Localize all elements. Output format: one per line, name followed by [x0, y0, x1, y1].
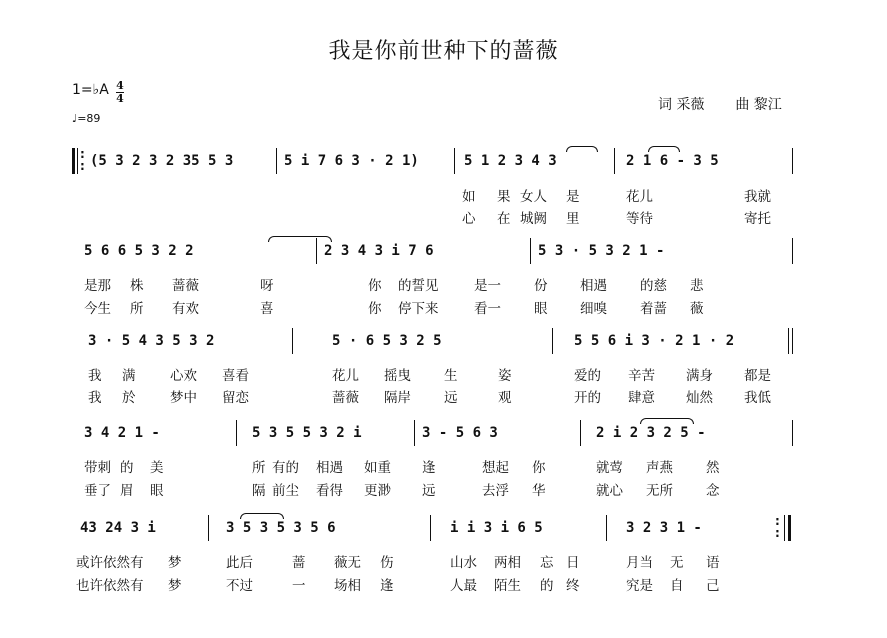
- lyric-syllable: 悲: [690, 278, 704, 294]
- lyric-syllable: 寄托: [744, 211, 771, 227]
- lyric-syllable: 一: [292, 578, 306, 594]
- lyric-syllable: 是: [566, 189, 580, 205]
- repeat-end-dots: : :: [775, 514, 780, 540]
- slur: [268, 236, 332, 242]
- lyric-syllable: 陌生: [494, 578, 521, 594]
- measure-notes: 3 4 2 1 -: [84, 425, 160, 441]
- lyric-syllable: 梦: [168, 555, 182, 571]
- barline: [208, 515, 209, 541]
- measure-notes: 2 1 6 - 3 5: [626, 153, 719, 169]
- barline: [606, 515, 607, 541]
- barline: [792, 148, 793, 174]
- lyric-syllable: 带刺: [84, 460, 111, 476]
- measure-notes: 3 2 3 1 -: [626, 520, 702, 536]
- lyric-syllable: 隔岸: [384, 390, 411, 406]
- key-signature: 1=♭A: [72, 82, 109, 98]
- lyric-syllable: 今生: [84, 301, 111, 317]
- lyric-syllable: 灿然: [686, 390, 713, 406]
- measure-notes: 2 i 2 3 2 5 -: [596, 425, 706, 441]
- lyric-syllable: 究是: [626, 578, 653, 594]
- lyric-syllable: 无: [670, 555, 684, 571]
- lyric-syllable: 如重: [364, 460, 391, 476]
- lyric-syllable: 逢: [422, 460, 436, 476]
- lyric-syllable: 你: [532, 460, 546, 476]
- lyric-syllable: 己: [706, 578, 720, 594]
- slur: [240, 513, 284, 519]
- lyric-syllable: 女人: [520, 189, 547, 205]
- measure-notes: 3 - 5 6 3: [422, 425, 498, 441]
- lyric-syllable: 满: [122, 368, 136, 384]
- measure-notes: 5 1 2 3 4 3: [464, 153, 557, 169]
- lyric-syllable: 我: [88, 390, 102, 406]
- lyric-syllable: 看一: [474, 301, 501, 317]
- repeat-start-thin: [77, 148, 78, 174]
- lyric-syllable: 美: [150, 460, 164, 476]
- lyric-syllable: 此后: [226, 555, 253, 571]
- lyric-syllable: 都是: [744, 368, 771, 384]
- lyric-syllable: 远: [444, 390, 458, 406]
- measure-notes: 5 i 7 6 3 · 2 1): [284, 153, 419, 169]
- lyric-syllable: 不过: [226, 578, 253, 594]
- lyric-syllable: 於: [122, 390, 136, 406]
- lyric-syllable: 远: [422, 483, 436, 499]
- lyric-syllable: 终: [566, 578, 580, 594]
- barline: [792, 238, 793, 264]
- lyric-syllable: 留恋: [222, 390, 249, 406]
- slur: [648, 146, 680, 152]
- barline: [236, 420, 237, 446]
- tempo-marking: ♩=89: [72, 112, 101, 125]
- slur: [566, 146, 598, 152]
- lyric-syllable: 是一: [474, 278, 501, 294]
- time-signature-top: 4: [116, 79, 124, 92]
- lyric-syllable: 心欢: [170, 368, 197, 384]
- lyric-syllable: 喜看: [222, 368, 249, 384]
- barline: [430, 515, 431, 541]
- lyric-syllable: 细嗅: [580, 301, 607, 317]
- lyric-syllable: 摇曳: [384, 368, 411, 384]
- lyric-syllable: 前尘: [272, 483, 299, 499]
- measure-notes: 3 5 3 5 3 5 6: [226, 520, 336, 536]
- measure-notes: 3 · 5 4 3 5 3 2: [88, 333, 215, 349]
- repeat-dots: : :: [80, 147, 85, 173]
- lyric-syllable: 的誓见: [398, 278, 439, 294]
- repeat-end-thin: [784, 515, 785, 541]
- lyric-syllable: 我: [88, 368, 102, 384]
- barline: [414, 420, 415, 446]
- measure-notes: 43 24 3 i: [80, 520, 156, 536]
- lyric-syllable: 月当: [626, 555, 653, 571]
- lyric-syllable: 蔷: [292, 555, 306, 571]
- lyric-syllable: 隔: [252, 483, 266, 499]
- lyric-syllable: 是那: [84, 278, 111, 294]
- lyric-syllable: 薇: [690, 301, 704, 317]
- lyric-syllable: 株: [130, 278, 144, 294]
- lyric-syllable: 辛苦: [628, 368, 655, 384]
- lyric-syllable: 就心: [596, 483, 623, 499]
- song-title: 我是你前世种下的蔷薇: [328, 39, 559, 64]
- barline: [454, 148, 455, 174]
- lyric-syllable: 肆意: [628, 390, 655, 406]
- lyric-syllable: 逢: [380, 578, 394, 594]
- lyric-syllable: 着蔷: [640, 301, 667, 317]
- lyric-syllable: 的: [120, 460, 134, 476]
- measure-notes: 5 · 6 5 3 2 5: [332, 333, 442, 349]
- credits: [658, 94, 782, 114]
- lyric-syllable: 眼: [534, 301, 548, 317]
- lyric-syllable: 心: [462, 211, 476, 227]
- slur: [640, 418, 694, 424]
- barline: [292, 328, 293, 354]
- measure-notes: 5 3 5 5 3 2 i: [252, 425, 362, 441]
- lyric-syllable: 人最: [450, 578, 477, 594]
- lyric-syllable: 无所: [646, 483, 673, 499]
- lyric-syllable: 如: [462, 189, 476, 205]
- lyric-syllable: 梦: [168, 578, 182, 594]
- lyric-syllable: 份: [534, 278, 548, 294]
- lyric-syllable: 眉: [120, 483, 134, 499]
- lyric-syllable: 蔷薇: [332, 390, 359, 406]
- lyric-syllable: 场相: [334, 578, 361, 594]
- barline: [792, 420, 793, 446]
- lyric-syllable: 生: [444, 368, 458, 384]
- lyric-syllable: 相遇: [580, 278, 607, 294]
- lyric-syllable: 里: [566, 211, 580, 227]
- barline: [316, 238, 317, 264]
- lyric-syllable: 花儿: [626, 189, 653, 205]
- lyric-syllable: 花儿: [332, 368, 359, 384]
- lyric-syllable: 声燕: [646, 460, 673, 476]
- barline: [552, 328, 553, 354]
- lyric-syllable: 或许依然有: [76, 555, 144, 571]
- lyric-syllable: 眼: [150, 483, 164, 499]
- measure-notes: 5 5 6 i 3 · 2 1 · 2: [574, 333, 735, 349]
- lyric-syllable: 相遇: [316, 460, 343, 476]
- lyric-syllable: 果: [497, 189, 511, 205]
- lyric-syllable: 蔷薇: [172, 278, 199, 294]
- measure-notes: i i 3 i 6 5: [450, 520, 543, 536]
- lyric-syllable: 山水: [450, 555, 477, 571]
- time-signature-bottom: 4: [116, 92, 124, 105]
- lyric-syllable: 的: [540, 578, 554, 594]
- lyric-syllable: 呀: [260, 278, 274, 294]
- lyric-syllable: 梦中: [170, 390, 197, 406]
- lyric-syllable: 也许依然有: [76, 578, 144, 594]
- lyric-syllable: 的慈: [640, 278, 667, 294]
- lyric-syllable: 更渺: [364, 483, 391, 499]
- lyric-syllable: 等待: [626, 211, 653, 227]
- lyric-syllable: 喜: [260, 301, 274, 317]
- barline: [580, 420, 581, 446]
- lyric-syllable: 姿: [498, 368, 512, 384]
- lyric-syllable: 自: [670, 578, 684, 594]
- lyric-syllable: 看得: [316, 483, 343, 499]
- lyric-syllable: 我低: [744, 390, 771, 406]
- double-barline-thin: [788, 328, 789, 354]
- lyric-syllable: 日: [566, 555, 580, 571]
- lyric-syllable: 观: [498, 390, 512, 406]
- barline: [276, 148, 277, 174]
- lyric-syllable: 停下来: [398, 301, 439, 317]
- lyric-syllable: 想起: [482, 460, 509, 476]
- lyric-syllable: 念: [706, 483, 720, 499]
- repeat-end-thick: [788, 515, 791, 541]
- lyric-syllable: 我就: [744, 189, 771, 205]
- lyric-syllable: 语: [706, 555, 720, 571]
- lyric-syllable: 有的: [272, 460, 299, 476]
- lyric-syllable: 城阙: [520, 211, 547, 227]
- composer-credit: 曲 黎江: [735, 97, 782, 113]
- lyric-syllable: 你: [368, 278, 382, 294]
- double-barline-thin: [792, 328, 793, 354]
- lyric-syllable: 开的: [574, 390, 601, 406]
- lyric-syllable: 有欢: [172, 301, 199, 317]
- time-signature: [116, 80, 124, 105]
- lyric-syllable: 伤: [380, 555, 394, 571]
- measure-notes: (5 3 2 3 2 35 5 3: [90, 153, 234, 169]
- lyricist-credit: 词 采薇: [658, 97, 705, 113]
- lyric-syllable: 所: [252, 460, 266, 476]
- lyric-syllable: 华: [532, 483, 546, 499]
- barline: [614, 148, 615, 174]
- repeat-start-thick: [72, 148, 75, 174]
- lyric-syllable: 就莺: [596, 460, 623, 476]
- lyric-syllable: 垂了: [84, 483, 111, 499]
- lyric-syllable: 去浮: [482, 483, 509, 499]
- measure-notes: 2 3 4 3 i 7 6: [324, 243, 434, 259]
- lyric-syllable: 爱的: [574, 368, 601, 384]
- lyric-syllable: 然: [706, 460, 720, 476]
- lyric-syllable: 满身: [686, 368, 713, 384]
- lyric-syllable: 在: [497, 211, 511, 227]
- lyric-syllable: 两相: [494, 555, 521, 571]
- barline: [530, 238, 531, 264]
- measure-notes: 5 6 6 5 3 2 2: [84, 243, 194, 259]
- lyric-syllable: 你: [368, 301, 382, 317]
- lyric-syllable: 薇无: [334, 555, 361, 571]
- measure-notes: 5 3 · 5 3 2 1 -: [538, 243, 665, 259]
- lyric-syllable: 所: [130, 301, 144, 317]
- lyric-syllable: 忘: [540, 555, 554, 571]
